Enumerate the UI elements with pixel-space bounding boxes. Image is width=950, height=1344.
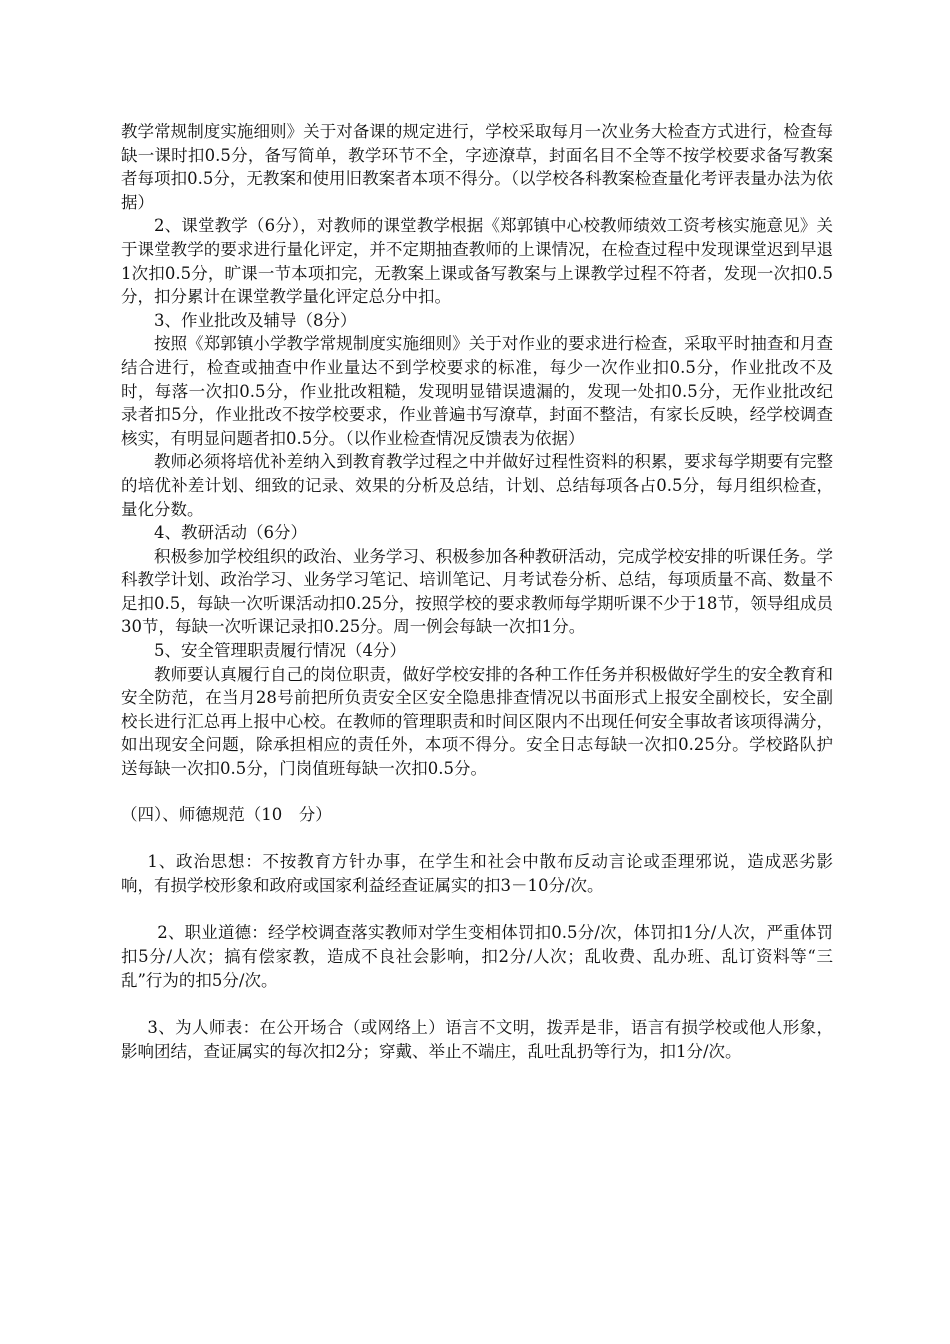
spacer: [121, 781, 833, 803]
paragraph-professional-ethics: 2、职业道德：经学校调查落实教师对学生变相体罚扣0.5分/次，体罚扣1分/人次，严重体罚扣5分/人次；搞有偿家教，造成不良社会影响，扣2分/人次；乱收费、乱办班、乱订资料等“三乱”行为的扣5分/次。: [121, 923, 833, 990]
spacer: [121, 992, 833, 1016]
paragraph-teacher-conduct: 3、为人师表：在公开场合（或网络上）语言不文明，拨弄是非，语言有损学校或他人形象，影响团结，查证属实的每次扣2分；穿戴、举止不端庄，乱吐乱扔等行为，扣1分/次。: [121, 1018, 833, 1061]
spacer: [121, 826, 833, 850]
paragraph-research: 积极参加学校组织的政治、业务学习、积极参加各种教研活动，完成学校安排的听课任务。学科教学计划、政治学习、业务学习笔记、培训笔记、月考试卷分析、总结，每项质量不高、数量不足扣0.5，每缺一次听课活动扣0.25分，按照学校的要求教师每学期听课不少于18节，领导组成员30节，每缺一次听课记录扣0.25分。周一例会每缺一次扣1分。: [121, 546, 833, 637]
heading-homework: 3、作业批改及辅导（8分）: [154, 310, 357, 330]
paragraph-classroom-teaching: 2、课堂教学（6分），对教师的课堂教学根据《郑郭镇中心校教师绩效工资考核实施意见》关于课堂教学的要求进行量化评定，并不定期抽查教师的上课情况，在检查过程中发现课堂迟到早退1次扣0.5分，旷课一节本项扣完，无教案上课或备写教案与上课教学过程不符者，发现一次扣0.5分，扣分累计在课堂教学量化评定总分中扣。: [121, 216, 833, 307]
document-page: [121, 120, 833, 1063]
heading-safety: 5、安全管理职责履行情况（4分）: [154, 641, 406, 661]
paragraph-lesson-prep: 教学常规制度实施细则》关于对备课的规定进行，学校采取每月一次业务大检查方式进行，检查每缺一课时扣0.5分，备写简单，教学环节不全，字迹潦草，封面名目不全等不按学校要求备写教案者每项扣0.5分，无教案和使用旧教案者本项不得分。（以学校各科教案检查量化考评表量办法为依据）: [121, 122, 833, 212]
paragraph-tutoring: 教师必须将培优补差纳入到教育教学过程之中并做好过程性资料的积累，要求每学期要有完整的培优补差计划、细致的记录、效果的分析及总结，计划、总结每项各占0.5分，每月组织检查，量化分数。: [121, 452, 833, 519]
heading-research: 4、教研活动（6分）: [154, 523, 307, 543]
paragraph-homework: 按照《郑郭镇小学教学常规制度实施细则》关于对作业的要求进行检查，采取平时抽查和月查结合进行，检查或抽查中作业量达不到学校要求的标准，每少一次作业扣0.5分，作业批改不及时，每落一次扣0.5分，作业批改粗糙，发现明显错误遗漏的，发现一处扣0.5分，无作业批改纪录者扣5分，作业批改不按学校要求，作业普遍书写潦草，封面不整洁，有家长反映，经学校调查核实，有明显问题者扣0.5分。（以作业检查情况反馈表为依据）: [121, 334, 833, 448]
section-heading-ethics: （四）、师德规范（10 分）: [121, 804, 332, 824]
spacer: [121, 897, 833, 921]
paragraph-political: 1、政治思想：不按教育方针办事，在学生和社会中散布反动言论或歪理邪说，造成恶劣影响，有损学校形象和政府或国家利益经查证属实的扣3－10分/次。: [121, 852, 833, 895]
paragraph-safety: 教师要认真履行自己的岗位职责，做好学校安排的各种工作任务并积极做好学生的安全教育和安全防范，在当月28号前把所负责安全区安全隐患排查情况以书面形式上报安全副校长，安全副校长进行汇总再上报中心校。在教师的管理职责和时间区限内不出现任何安全事故者该项得满分，如出现安全问题，除承担相应的责任外，本项不得分。安全日志每缺一次扣0.25分。学校路队护送每缺一次扣0.5分，门岗值班每缺一次扣0.5分。: [121, 664, 833, 779]
